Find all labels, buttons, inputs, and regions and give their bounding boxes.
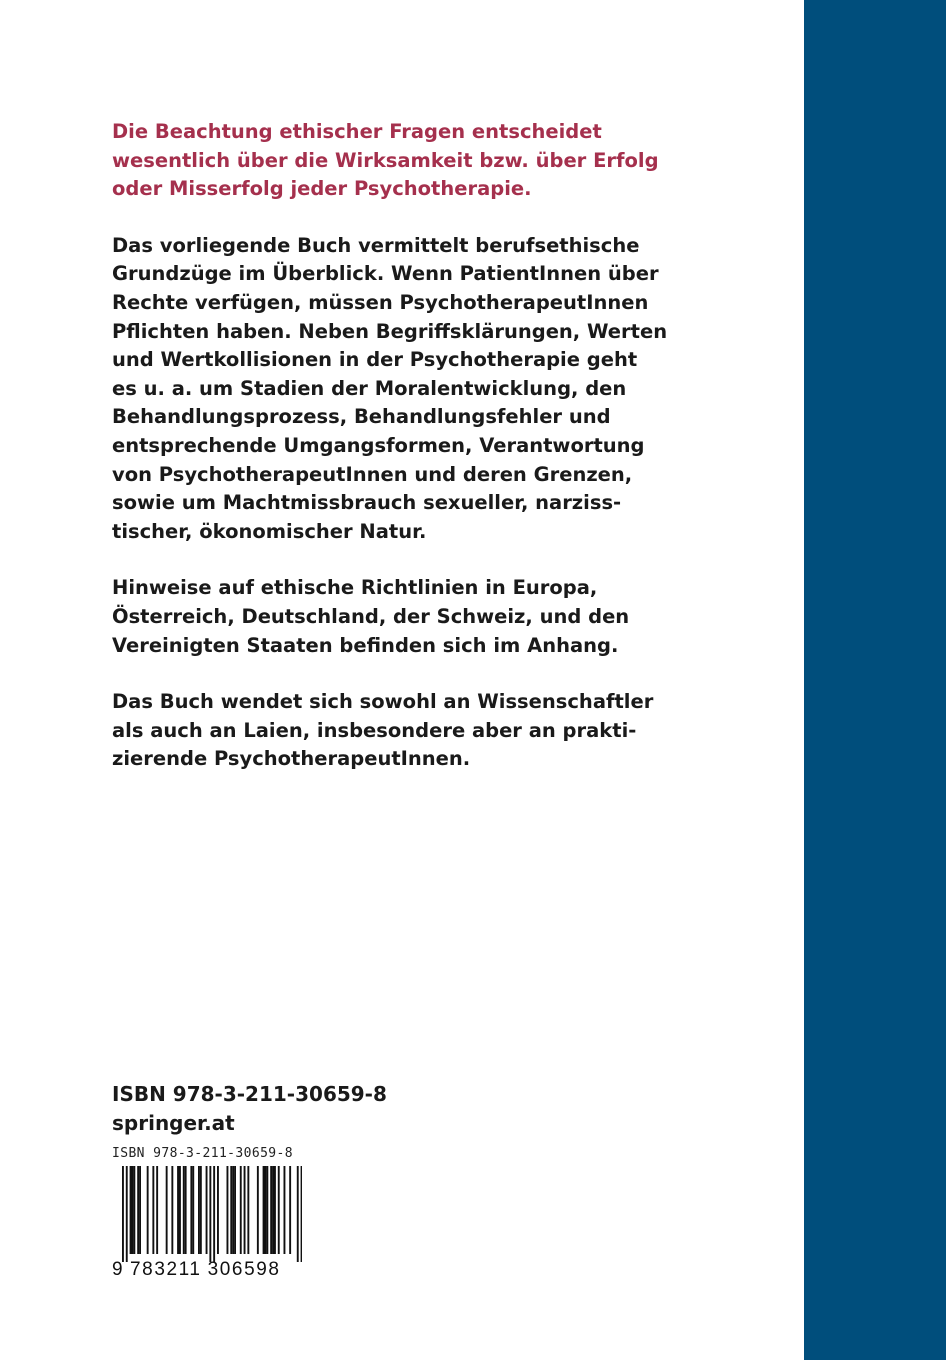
lead-line: oder Misserfolg jeder Psychotherapie. [112,177,532,201]
barcode-bar [130,1166,132,1254]
paragraph-line: zierende PsychotherapeutInnen. [112,747,471,771]
barcode-bars [112,1166,302,1262]
barcode-bar [234,1166,236,1254]
paragraph-line: Rechte verfügen, müssen PsychotherapeutInnen [112,290,649,314]
barcode-bar [247,1166,249,1254]
guidelines-paragraph [112,574,672,660]
barcode-bar [244,1166,246,1254]
barcode [112,1146,348,1280]
publisher-url: springer.at [112,1111,235,1135]
paragraph-line: Das Buch wendet sich sowohl an Wissenschaftler [112,690,654,714]
back-cover-text [112,118,672,802]
paragraph-line: tischer, ökonomischer Natur. [112,519,427,543]
barcode-bar [177,1166,179,1254]
isbn-block [112,1080,387,1138]
paragraph-line: Österreich, Deutschland, der Schweiz, und den [112,604,630,628]
barcode-bar [185,1166,187,1254]
barcode-bar [206,1166,208,1254]
paragraph-line: Vereinigten Staaten befinden sich im Anhang. [112,633,619,657]
barcode-bar [152,1166,154,1254]
barcode-bar [200,1166,202,1254]
paragraph-line: von PsychotherapeutInnen und deren Grenzen, [112,462,633,486]
barcode-bar [137,1166,139,1254]
barcode-bar [139,1166,141,1254]
barcode-bar [274,1166,276,1254]
barcode-digits [112,1260,348,1280]
barcode-bar [209,1166,211,1262]
barcode-bar [257,1166,259,1254]
barcode-bar [240,1166,242,1254]
lead-line: wesentlich über die Wirksamkeit bzw. über Erfolg [112,148,659,172]
paragraph-line: es u. a. um Stadien der Moralentwicklung, den [112,376,627,400]
paragraph-line: als auch an Laien, insbesondere aber an prakti- [112,718,637,742]
barcode-bar [301,1166,302,1262]
lead-statement [112,118,672,204]
barcode-bar [122,1166,124,1262]
barcode-bar [133,1166,135,1254]
barcode-bar [198,1166,200,1254]
barcode-right-digits: 306598 [207,1259,281,1280]
barcode-bar [132,1166,134,1254]
barcode-bar [289,1166,291,1254]
barcode-bar [126,1166,128,1262]
barcode-bar [147,1166,149,1254]
paragraph-line: entsprechende Umgangsformen, Verantwortung [112,433,645,457]
barcode-bar [278,1166,280,1254]
paragraph-line: Pflichten haben. Neben Begriffsklärungen, Werten [112,319,668,343]
barcode-bar [297,1166,299,1262]
barcode-bar [166,1166,168,1254]
paragraph-line: Hinweise auf ethische Richtlinien in Europa, [112,576,598,600]
barcode-bar [272,1166,274,1254]
paragraph-line: Das vorliegende Buch vermittelt berufsethische [112,233,640,257]
description-paragraph [112,232,672,547]
barcode-bar [270,1166,272,1254]
barcode-bar [263,1166,265,1254]
barcode-first-digit: 9 [112,1259,123,1280]
barcode-bar [183,1166,185,1254]
barcode-bar [284,1166,286,1254]
audience-paragraph [112,688,672,774]
barcode-bar [266,1166,268,1254]
barcode-bar [171,1166,173,1254]
lead-line: Die Beachtung ethischer Fragen entscheidet [112,120,602,143]
paragraph-line: sowie um Machtmissbrauch sexueller, narziss- [112,491,622,515]
barcode-bar [190,1166,192,1254]
barcode-bar [213,1166,215,1262]
isbn-label: ISBN 978-3-211-30659-8 [112,1082,387,1106]
barcode-bar [192,1166,194,1254]
barcode-bar [217,1166,219,1254]
barcode-isbn-text: ISBN 978-3-211-30659-8 [112,1146,293,1161]
barcode-bar [179,1166,181,1254]
barcode-left-digits: 783211 [130,1259,202,1280]
barcode-bar [230,1166,232,1254]
barcode-bar [265,1166,267,1254]
barcode-bar [232,1166,234,1254]
barcode-bar [227,1166,229,1254]
paragraph-line: und Wertkollisionen in der Psychotherapie geht [112,348,638,372]
cover-spine-band [804,0,946,1360]
paragraph-line: Behandlungsprozess, Behandlungsfehler und [112,405,611,429]
paragraph-line: Grundzüge im Überblick. Wenn PatientInnen über [112,262,659,286]
barcode-bar [156,1166,158,1254]
